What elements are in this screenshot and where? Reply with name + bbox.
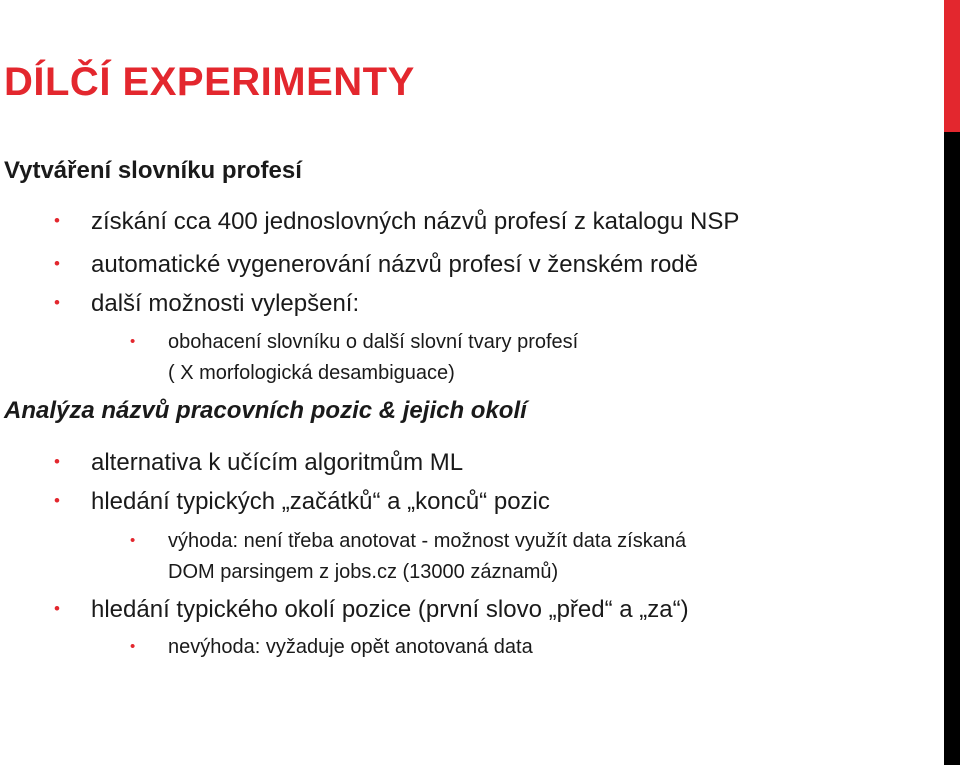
sub-list-item-text: výhoda: není třeba anotovat - možnost využít data získaná [168,530,687,552]
bullet-icon: • [54,599,60,618]
sub-list-item [130,526,687,557]
list-item-text: automatické vygenerování názvů profesí v ženském rodě [91,251,698,278]
sub-list-item [130,632,533,663]
bullet-icon: • [54,254,60,273]
list-item-text: další možnosti vylepšení: [91,290,360,317]
section-heading-analysis: Analýza názvů pracovních pozic & jejich okolí [4,397,527,424]
list-item-text: hledání typických „začátků“ a „konců“ pozic [91,488,550,515]
side-dark-bar [944,132,960,765]
bullet-icon: • [54,293,60,312]
side-accent-bar [944,0,960,132]
sub-list-item-text: DOM parsingem z jobs.cz (13000 záznamů) [168,561,559,583]
list-item [54,251,698,279]
sub-list-item-continuation [168,557,558,588]
list-item [54,596,689,624]
list-item [54,290,360,318]
bullet-icon: • [54,211,60,230]
bullet-icon: • [130,532,136,549]
sub-list-item-text: ( X morfologická desambiguace) [168,362,455,384]
sub-list-item-continuation [168,358,455,389]
bullet-icon: • [130,333,136,350]
sub-list-item-text: obohacení slovníku o další slovní tvary profesí [168,331,579,353]
bullet-icon: • [54,452,60,471]
sub-list-item-text: nevýhoda: vyžaduje opět anotovaná data [168,636,533,658]
list-item [54,449,464,477]
list-item-text: získání cca 400 jednoslovných názvů profesí z katalogu NSP [91,208,740,235]
bullet-icon: • [54,491,60,510]
list-item-text: hledání typického okolí pozice (první slovo „před“ a „za“) [91,596,689,623]
list-item [54,208,740,236]
bullet-icon: • [130,638,136,655]
sub-list-item [130,327,579,358]
slide-title: DÍLČÍ EXPERIMENTY [4,60,415,104]
list-item-text: alternativa k učícím algoritmům ML [91,449,464,476]
list-item [54,488,550,516]
section-heading-dictionary: Vytváření slovníku profesí [4,157,302,184]
